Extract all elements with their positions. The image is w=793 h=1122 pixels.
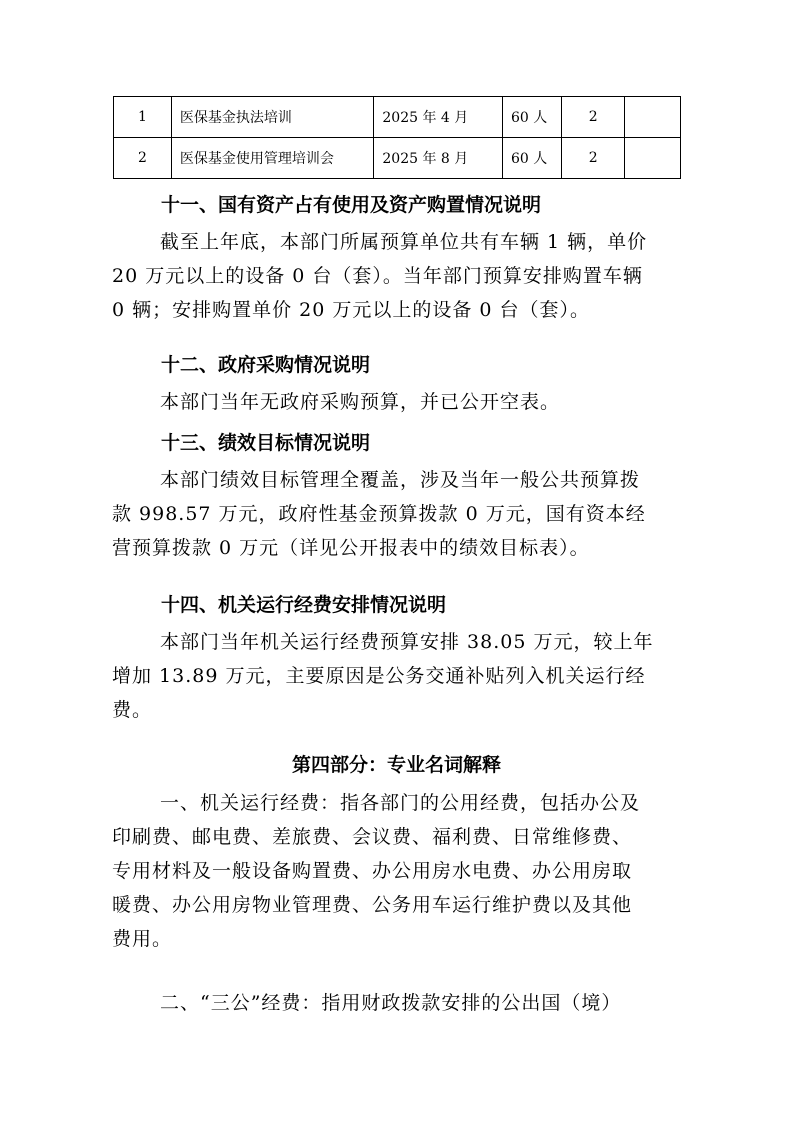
paragraph-line: 本部门绩效目标管理全覆盖，涉及当年一般公共预算拨: [160, 469, 641, 491]
row-number: 2: [114, 138, 172, 179]
paragraph-line: 专用材料及一般设备购置费、办公用房水电费、办公用房取: [112, 860, 633, 882]
section-11-body: [112, 225, 677, 327]
paragraph-line: 款 998.57 万元，政府性基金预算拨款 0 万元，国有资本经: [112, 503, 646, 525]
paragraph-line: 本部门当年无政府采购预算，并已公开空表。: [160, 391, 561, 413]
training-count: 2: [561, 97, 625, 138]
term-1-body: [112, 786, 677, 956]
training-time: 2025 年 4 月: [374, 97, 503, 138]
section-13-body: [112, 463, 677, 565]
training-extra: [625, 97, 681, 138]
section-12-body: [112, 385, 677, 419]
training-name: 医保基金执法培训: [171, 97, 373, 138]
paragraph-line: 二、“三公”经费：指用财政拨款安排的公出国（境）: [160, 992, 622, 1014]
paragraph-line: 截至上年底，本部门所属预算单位共有车辆 1 辆，单价: [160, 231, 648, 253]
paragraph-line: 费。: [112, 699, 153, 721]
section-13-heading: 十三、绩效目标情况说明: [161, 432, 371, 454]
training-people: 60 人: [502, 138, 561, 179]
training-name: 医保基金使用管理培训会: [171, 138, 373, 179]
section-11-heading: 十一、国有资产占有使用及资产购置情况说明: [161, 194, 542, 216]
training-people: 60 人: [502, 97, 561, 138]
section-14-body: [112, 625, 677, 727]
paragraph-line: 增加 13.89 万元，主要原因是公务交通补贴列入机关运行经: [112, 665, 646, 687]
paragraph-line: 20 万元以上的设备 0 台（套）。当年部门预算安排购置车辆: [112, 265, 643, 287]
training-count: 2: [561, 138, 625, 179]
paragraph-line: 暖费、办公用房物业管理费、公务用车运行维护费以及其他: [112, 894, 633, 916]
table-row: [114, 97, 681, 138]
term-2-body: [112, 986, 677, 1020]
training-table: [113, 96, 681, 179]
paragraph-line: 本部门当年机关运行经费预算安排 38.05 万元，较上年: [160, 631, 654, 653]
paragraph-line: 费用。: [112, 928, 173, 950]
section-14-heading: 十四、机关运行经费安排情况说明: [161, 594, 447, 616]
training-extra: [625, 138, 681, 179]
table-row: [114, 138, 681, 179]
paragraph-line: 0 辆；安排购置单价 20 万元以上的设备 0 台（套）。: [112, 299, 591, 321]
paragraph-line: 营预算拨款 0 万元（详见公开报表中的绩效目标表）。: [112, 537, 590, 559]
training-time: 2025 年 8 月: [374, 138, 503, 179]
section-12-heading: 十二、政府采购情况说明: [161, 354, 371, 376]
row-number: 1: [114, 97, 172, 138]
paragraph-line: 印刷费、邮电费、差旅费、会议费、福利费、日常维修费、: [112, 826, 633, 848]
part-four-heading: 第四部分：专业名词解释: [291, 754, 501, 776]
paragraph-line: 一、机关运行经费：指各部门的公用经费，包括办公及: [160, 792, 641, 814]
